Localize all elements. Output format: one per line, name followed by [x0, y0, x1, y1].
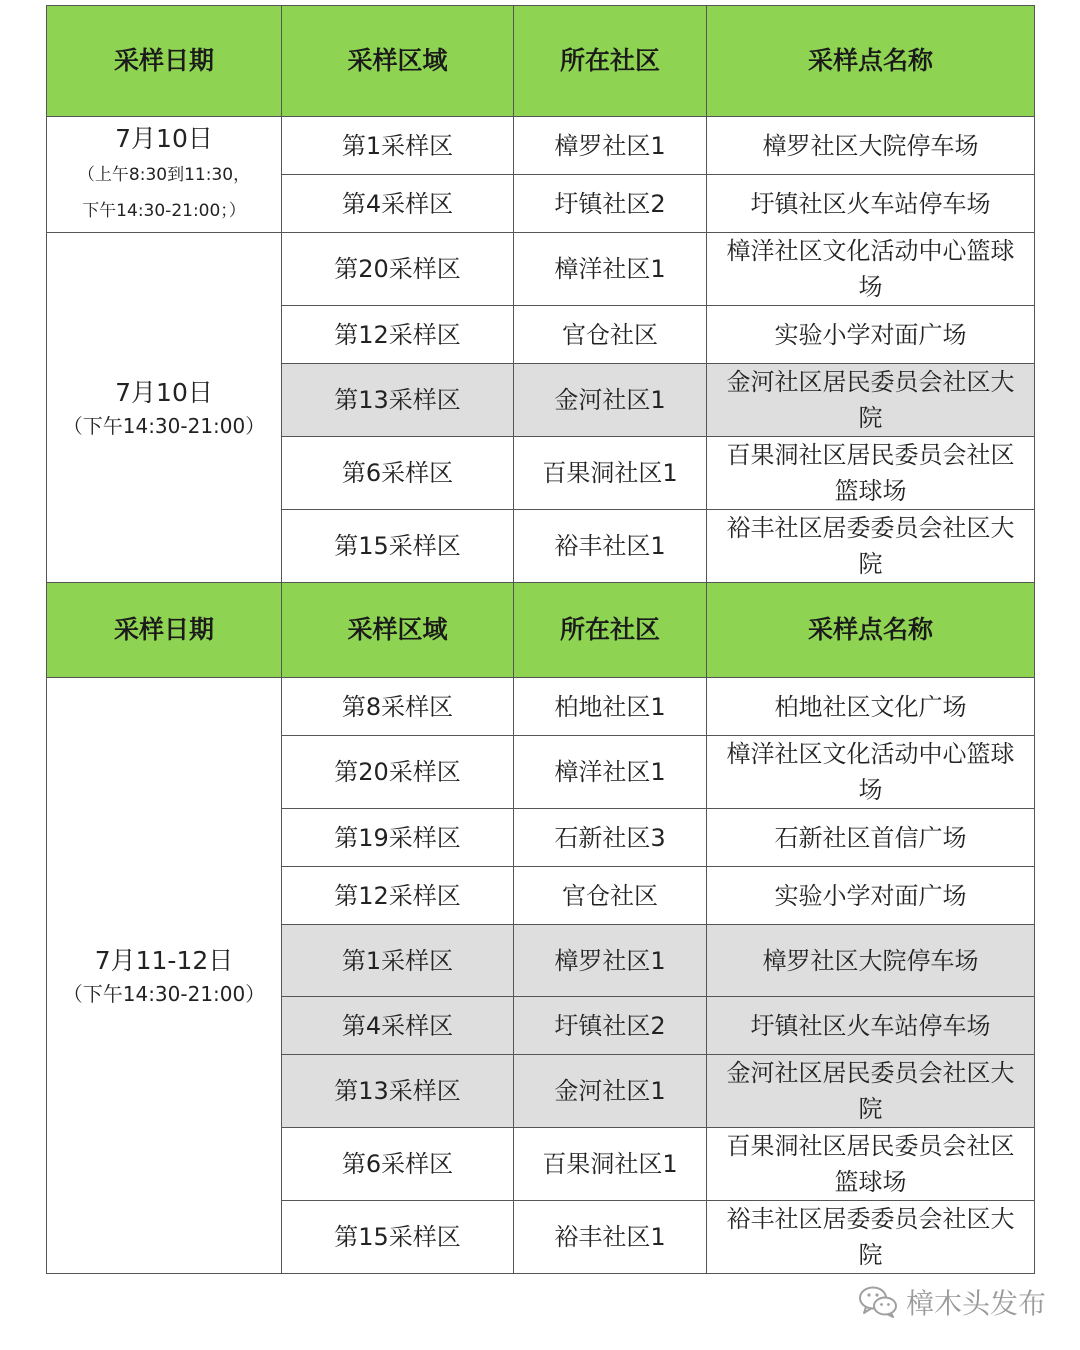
area-cell: 第4采样区: [282, 175, 514, 233]
community-cell: 樟洋社区1: [514, 736, 707, 809]
area-cell: 第6采样区: [282, 437, 514, 510]
header-site: 采样点名称: [707, 583, 1035, 678]
site-cell: 圩镇社区火车站停车场: [707, 997, 1035, 1055]
date-cell: [47, 233, 282, 583]
community-cell: 樟罗社区1: [514, 925, 707, 997]
header-community: 所在社区: [514, 583, 707, 678]
area-cell: 第13采样区: [282, 364, 514, 437]
area-cell: 第13采样区: [282, 1055, 514, 1128]
site-cell: 柏地社区文化广场: [707, 678, 1035, 736]
date-cell: [47, 117, 282, 233]
community-cell: 圩镇社区2: [514, 997, 707, 1055]
community-cell: 裕丰社区1: [514, 1201, 707, 1274]
community-cell: 石新社区3: [514, 809, 707, 867]
header-date: 采样日期: [47, 583, 282, 678]
community-cell: 百果洞社区1: [514, 1128, 707, 1201]
time-text: （下午14:30-21:00）: [62, 981, 266, 1006]
area-cell: 第20采样区: [282, 736, 514, 809]
site-cell: 裕丰社区居委委员会社区大院: [707, 1201, 1035, 1274]
site-cell: 金河社区居民委员会社区大院: [707, 364, 1035, 437]
date-text: 7月10日: [115, 377, 213, 407]
sampling-schedule-table: [46, 5, 1035, 1274]
wechat-icon: [858, 1285, 898, 1319]
site-cell: 樟罗社区大院停车场: [707, 925, 1035, 997]
site-cell: 实验小学对面广场: [707, 867, 1035, 925]
header-community: 所在社区: [514, 6, 707, 117]
community-cell: 圩镇社区2: [514, 175, 707, 233]
table-header-row: [47, 583, 1035, 678]
area-cell: 第1采样区: [282, 925, 514, 997]
header-date: 采样日期: [47, 6, 282, 117]
area-cell: 第15采样区: [282, 510, 514, 583]
area-cell: 第19采样区: [282, 809, 514, 867]
area-cell: 第12采样区: [282, 867, 514, 925]
table-header-row: [47, 6, 1035, 117]
table-row: [47, 117, 1035, 175]
area-cell: 第15采样区: [282, 1201, 514, 1274]
header-area: 采样区域: [282, 583, 514, 678]
community-cell: 裕丰社区1: [514, 510, 707, 583]
community-cell: 百果洞社区1: [514, 437, 707, 510]
area-cell: 第6采样区: [282, 1128, 514, 1201]
site-cell: 实验小学对面广场: [707, 306, 1035, 364]
area-cell: 第8采样区: [282, 678, 514, 736]
site-cell: 樟罗社区大院停车场: [707, 117, 1035, 175]
time-text: 下午14:30-21:00；）: [82, 200, 246, 221]
date-cell: [47, 678, 282, 1274]
site-cell: 百果洞社区居民委员会社区篮球场: [707, 1128, 1035, 1201]
date-text: 7月11-12日: [94, 945, 234, 975]
community-cell: 樟洋社区1: [514, 233, 707, 306]
site-cell: 樟洋社区文化活动中心篮球场: [707, 736, 1035, 809]
header-site: 采样点名称: [707, 6, 1035, 117]
site-cell: 裕丰社区居委委员会社区大院: [707, 510, 1035, 583]
area-cell: 第4采样区: [282, 997, 514, 1055]
site-cell: 金河社区居民委员会社区大院: [707, 1055, 1035, 1128]
community-cell: 金河社区1: [514, 1055, 707, 1128]
community-cell: 柏地社区1: [514, 678, 707, 736]
time-text: （上午8:30到11:30，: [77, 164, 251, 185]
site-cell: 百果洞社区居民委员会社区篮球场: [707, 437, 1035, 510]
site-cell: 石新社区首信广场: [707, 809, 1035, 867]
community-cell: 官仓社区: [514, 867, 707, 925]
source-watermark: [858, 1282, 1046, 1322]
area-cell: 第1采样区: [282, 117, 514, 175]
community-cell: 官仓社区: [514, 306, 707, 364]
date-text: 7月10日: [115, 123, 213, 153]
table-row: [47, 233, 1035, 306]
table-row: [47, 678, 1035, 736]
site-cell: 樟洋社区文化活动中心篮球场: [707, 233, 1035, 306]
community-cell: 樟罗社区1: [514, 117, 707, 175]
header-area: 采样区域: [282, 6, 514, 117]
watermark-text: 樟木头发布: [905, 1287, 1046, 1320]
time-text: （下午14:30-21:00）: [62, 413, 266, 438]
area-cell: 第20采样区: [282, 233, 514, 306]
community-cell: 金河社区1: [514, 364, 707, 437]
site-cell: 圩镇社区火车站停车场: [707, 175, 1035, 233]
area-cell: 第12采样区: [282, 306, 514, 364]
